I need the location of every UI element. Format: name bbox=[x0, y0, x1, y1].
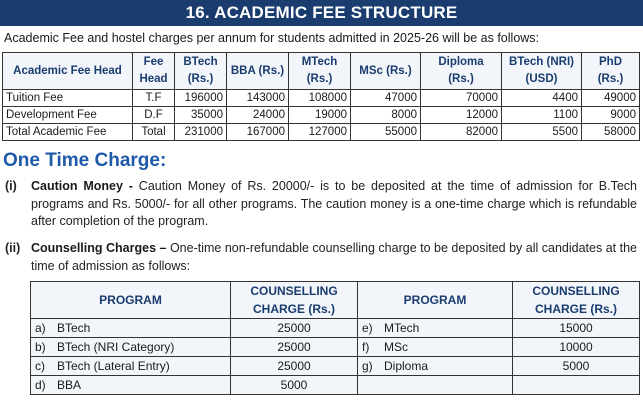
counselling-col-header: COUNSELLING CHARGE (Rs.) bbox=[231, 282, 358, 319]
caution-money-text: Caution Money of Rs. 20000/- is to be deposited at the time of admission for B.Tech programs and Rs. 5000/- for all other programs. The caution money is a one-time charge which is refundable after completion of the program. bbox=[31, 179, 637, 228]
academic-fee-table bbox=[2, 52, 640, 141]
counselling-col-header: COUNSELLING CHARGE (Rs.) bbox=[513, 282, 640, 319]
fee-col-header: BBA (Rs.) bbox=[227, 53, 289, 90]
program-letter: d) bbox=[35, 377, 46, 392]
program-letter: f) bbox=[362, 339, 370, 354]
fee-value-cell: 70000 bbox=[421, 90, 502, 107]
fee-value-cell: 167000 bbox=[227, 124, 289, 141]
fee-col-header: BTech (NRI) (USD) bbox=[502, 53, 582, 90]
fee-value-cell: 1100 bbox=[502, 107, 582, 124]
item-marker: (i) bbox=[5, 179, 17, 193]
program-name: BBA bbox=[57, 377, 82, 392]
intro-text: Academic Fee and hostel charges per annum for students admitted in 2025-26 will be as follows: bbox=[4, 31, 540, 45]
table-row bbox=[3, 90, 640, 107]
fee-table-header-row bbox=[3, 53, 640, 90]
counselling-charge-table bbox=[30, 281, 640, 395]
program-letter: b) bbox=[35, 339, 46, 354]
fee-value-cell: 58000 bbox=[582, 124, 640, 141]
fee-col-header: Diploma (Rs.) bbox=[421, 53, 502, 90]
fee-code-cell: Total bbox=[133, 124, 175, 141]
charge-cell: 25000 bbox=[231, 319, 358, 338]
charge-cell: 10000 bbox=[513, 338, 640, 357]
fee-value-cell: 108000 bbox=[289, 90, 351, 107]
program-name: BTech (Lateral Entry) bbox=[57, 358, 170, 373]
fee-value-cell: 196000 bbox=[175, 90, 227, 107]
program-name: Diploma bbox=[384, 358, 429, 373]
fee-value-cell: 12000 bbox=[421, 107, 502, 124]
fee-value-cell: 231000 bbox=[175, 124, 227, 141]
counselling-charges-text: One-time non-refundable counselling charge to be deposited by all candidates at the time of admission as follows: bbox=[31, 241, 637, 273]
fee-value-cell: 5500 bbox=[502, 124, 582, 141]
charge-cell: 5000 bbox=[231, 376, 358, 395]
fee-value-cell: 47000 bbox=[351, 90, 421, 107]
counselling-charges-body bbox=[31, 240, 637, 275]
program-cell bbox=[31, 338, 231, 357]
program-cell bbox=[358, 357, 513, 376]
program-name: BTech (NRI Category) bbox=[57, 339, 175, 354]
fee-head-cell: Development Fee bbox=[3, 107, 133, 124]
program-name: BTech bbox=[57, 320, 91, 335]
fee-value-cell: 143000 bbox=[227, 90, 289, 107]
table-row bbox=[3, 124, 640, 141]
caution-money-body bbox=[31, 178, 637, 231]
fee-code-cell: D.F bbox=[133, 107, 175, 124]
fee-col-header: BTech (Rs.) bbox=[175, 53, 227, 90]
counselling-col-header: PROGRAM bbox=[358, 282, 513, 319]
charge-cell: 15000 bbox=[513, 319, 640, 338]
program-letter: a) bbox=[35, 320, 46, 335]
fee-value-cell: 19000 bbox=[289, 107, 351, 124]
fee-col-header: MTech (Rs.) bbox=[289, 53, 351, 90]
fee-col-header: Fee Head bbox=[133, 53, 175, 90]
program-name: MTech bbox=[384, 320, 420, 335]
fee-value-cell: 35000 bbox=[175, 107, 227, 124]
table-row bbox=[31, 338, 640, 357]
fee-value-cell: 127000 bbox=[289, 124, 351, 141]
program-letter: c) bbox=[35, 358, 45, 373]
program-cell bbox=[358, 319, 513, 338]
table-row bbox=[31, 357, 640, 376]
one-time-charge-title: One Time Charge: bbox=[3, 150, 167, 171]
program-cell bbox=[358, 338, 513, 357]
fee-value-cell: 24000 bbox=[227, 107, 289, 124]
program-letter: e) bbox=[362, 320, 373, 335]
program-cell bbox=[31, 319, 231, 338]
counselling-col-header: PROGRAM bbox=[31, 282, 231, 319]
table-row bbox=[31, 376, 640, 395]
charge-cell: 25000 bbox=[231, 338, 358, 357]
program-name: MSc bbox=[384, 339, 408, 354]
charge-cell: 25000 bbox=[231, 357, 358, 376]
fee-code-cell: T.F bbox=[133, 90, 175, 107]
charge-cell: 5000 bbox=[513, 357, 640, 376]
fee-value-cell: 4400 bbox=[502, 90, 582, 107]
table-row bbox=[3, 107, 640, 124]
table-row bbox=[31, 319, 640, 338]
counselling-charges-label: Counselling Charges – bbox=[31, 241, 167, 255]
fee-head-cell: Tuition Fee bbox=[3, 90, 133, 107]
fee-col-header: Academic Fee Head bbox=[3, 53, 133, 90]
fee-value-cell: 49000 bbox=[582, 90, 640, 107]
fee-value-cell: 9000 bbox=[582, 107, 640, 124]
empty-cell bbox=[358, 376, 513, 395]
item-marker: (ii) bbox=[5, 241, 21, 255]
fee-value-cell: 55000 bbox=[351, 124, 421, 141]
section-banner: 16. ACADEMIC FEE STRUCTURE bbox=[0, 0, 643, 26]
fee-head-cell: Total Academic Fee bbox=[3, 124, 133, 141]
fee-col-header: MSc (Rs.) bbox=[351, 53, 421, 90]
program-cell bbox=[31, 376, 231, 395]
fee-value-cell: 8000 bbox=[351, 107, 421, 124]
program-cell bbox=[31, 357, 231, 376]
fee-col-header: PhD (Rs.) bbox=[582, 53, 640, 90]
fee-value-cell: 82000 bbox=[421, 124, 502, 141]
program-letter: g) bbox=[362, 358, 373, 373]
caution-money-item bbox=[5, 178, 637, 231]
empty-cell bbox=[513, 376, 640, 395]
caution-money-label: Caution Money - bbox=[31, 179, 133, 193]
counselling-charges-item bbox=[5, 240, 637, 275]
counselling-table-header-row bbox=[31, 282, 640, 319]
